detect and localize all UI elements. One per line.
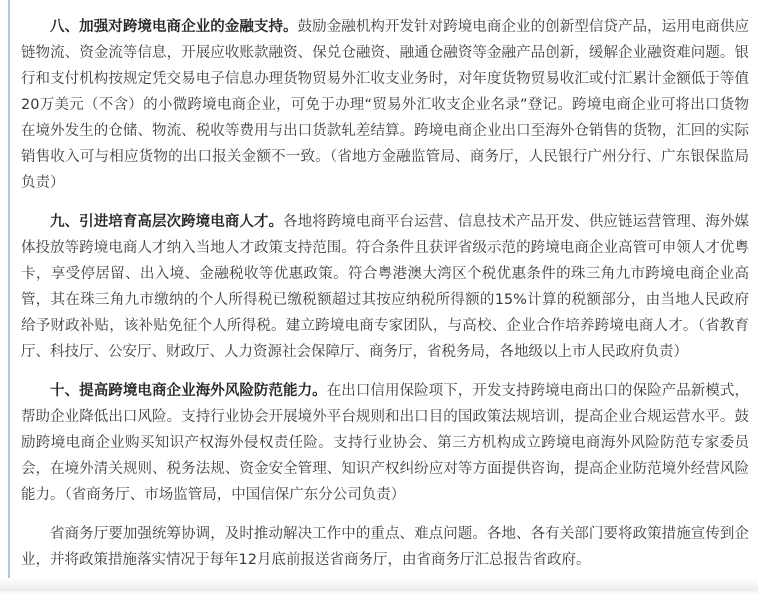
closing-body: 省商务厅要加强统筹协调，及时推动解决工作中的重点、难点问题。各地、各有关部门要将政策措施宣传到企业，并将政策措施落实情况于每年12月底前报送省商务厅，由省商务厅汇总报告省政府。 (21, 526, 749, 568)
left-accent-border (8, 0, 10, 589)
policy-paragraph-article-8 (21, 14, 749, 196)
article-10-heading: 十、提高跨境电商企业海外风险防范能力。 (50, 383, 327, 399)
article-9-heading: 九、引进培育高层次跨境电商人才。 (50, 214, 284, 230)
policy-paragraph-article-10 (21, 378, 749, 508)
article-10-body: 在出口信用保险项下，开发支持跨境电商出口的保险产品新模式，帮助企业降低出口风险。支持行业协会开展境外平台规则和出口目的国政策法规培训，提高企业合规运营水平。鼓励跨境电商企业购买知识产权海外侵权责任险。支持行业协会、第三方机构成立跨境电商海外风险防范专家委员会，在境外清关规则、税务法规、资金安全管理、知识产权纠纷应对等方面提供咨询，提高企业防范境外经营风险能力。（省商务厅、市场监管局，中国信保广东分公司负责） (21, 383, 750, 503)
policy-paragraph-closing (21, 521, 749, 573)
article-8-body: 鼓励金融机构开发针对跨境电商企业的创新型信贷产品，运用电商供应链物流、资金流等信息，开展应收账款融资、保兑仓融资、融通仓融资等金融产品创新，缓解企业融资难问题。银行和支付机构按规定凭交易电子信息办理货物贸易外汇收支业务时，对年度货物贸易收汇或付汇累计金额低于等值20万美元（不含）的小微跨境电商企业，可免于办理“贸易外汇收支企业名录”登记。跨境电商企业可将出口货物在境外发生的仓储、物流、税收等费用与出口货款轧差结算。跨境电商企业出口至海外仓销售的货物，汇回的实际销售收入可与相应货物的出口报关金额不一致。（省地方金融监管局、商务厅，人民银行广州分行、广东银保监局负责） (21, 19, 750, 191)
article-9-body: 各地将跨境电商平台运营、信息技术产品开发、供应链运营管理、海外媒体投放等跨境电商人才纳入当地人才政策支持范围。符合条件且获评省级示范的跨境电商企业高管可申领人才优粤卡，享受停居留、出入境、金融税收等优惠政策。符合粤港澳大湾区个税优惠条件的珠三角九市跨境电商企业高管，其在珠三角九市缴纳的个人所得税已缴税额超过其按应纳税所得额的15%计算的税额部分，由当地人民政府给予财政补贴，该补贴免征个人所得税。建立跨境电商专家团队，与高校、企业合作培养跨境电商人才。（省教育厅、科技厅、公安厅、财政厅、人力资源社会保障厅、商务厅，省税务局，各地级以上市人民政府负责） (21, 214, 750, 360)
policy-text-content (21, 14, 749, 586)
policy-paragraph-article-9 (21, 209, 749, 365)
article-8-heading: 八、加强对跨境电商企业的金融支持。 (50, 19, 298, 35)
